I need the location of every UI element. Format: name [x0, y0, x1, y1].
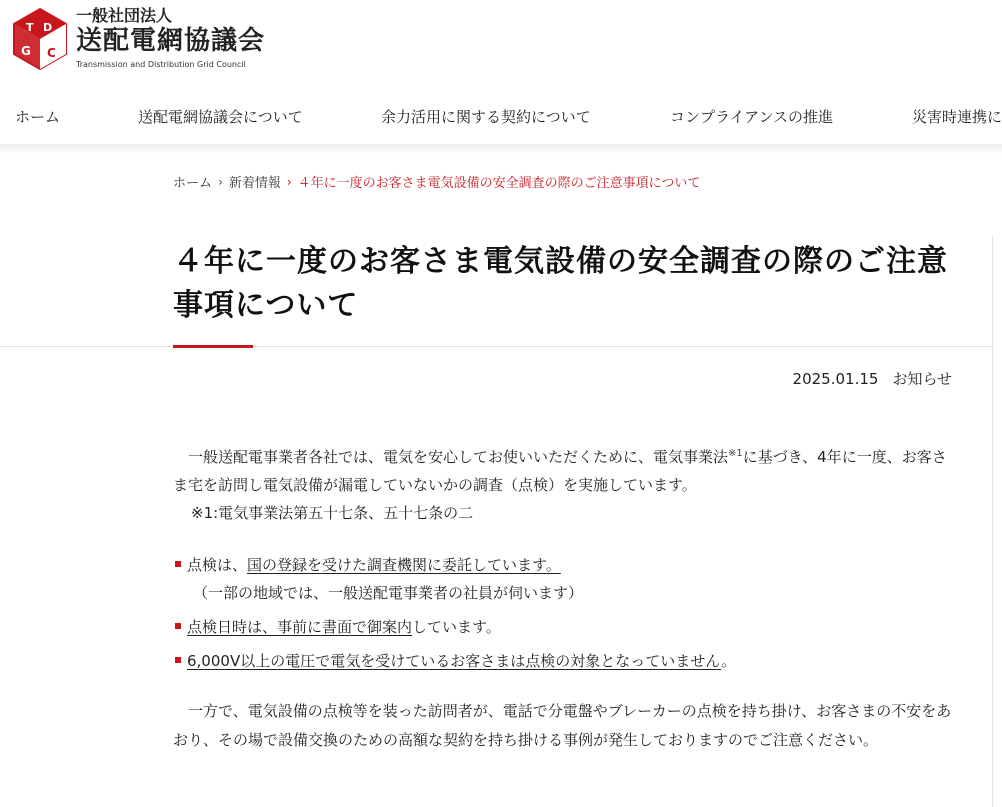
intro-paragraph — [173, 443, 953, 499]
nav-item-home[interactable]: ホーム — [15, 108, 61, 126]
article-body — [173, 443, 953, 755]
article-date: 2025.01.15 — [792, 370, 879, 388]
article-meta — [793, 368, 952, 389]
bullet3-text: 。 — [721, 652, 737, 670]
bullet2-text: しています。 — [412, 618, 501, 636]
bullet-list — [173, 551, 953, 675]
bullet2-underlined: 点検日時は、事前に書面で御案内 — [187, 618, 413, 636]
list-item — [173, 647, 953, 675]
logo-text — [76, 7, 265, 71]
breadcrumb-home[interactable]: ホーム — [173, 176, 213, 191]
site-logo[interactable] — [12, 7, 265, 71]
page-title: ４年に一度のお客さま電気設備の安全調査の際のご注意事項について — [173, 244, 948, 323]
bullet3-underlined: 6,000V以上の電圧で電気を受けているお客さまは点検の対象となっていません — [187, 652, 722, 670]
footnote-ref: ※1 — [728, 448, 743, 459]
bullet1-subtext: （一部の地域では、一般送配電事業者の社員が伺います） — [193, 584, 584, 602]
logo-subtitle: 一般社団法人 — [76, 6, 173, 25]
breadcrumb-current: ４年に一度のお客さま電気設備の安全調査の際のご注意事項について — [297, 176, 701, 191]
nav-item-compliance[interactable]: コンプライアンスの推進 — [670, 108, 834, 126]
nav-shadow — [0, 144, 1002, 154]
svg-text:D: D — [43, 21, 53, 34]
main-nav — [0, 92, 1002, 142]
breadcrumb — [173, 172, 700, 191]
nav-item-contract[interactable]: 余力活用に関する契約について — [381, 108, 591, 126]
warning-paragraph: 一方で、電気設備の点検等を装った訪問者が、電話で分電盤やブレーカーの点検を持ち掛け、お客さまの不安をあおり、その場で設備交換のための高額な契約を持ち掛ける事例が発生しておりますのでご注意ください。 — [173, 702, 952, 749]
article-category: お知らせ — [892, 370, 952, 388]
svg-text:C: C — [47, 46, 56, 60]
chevron-right-icon: › — [218, 174, 223, 189]
breadcrumb-news[interactable]: 新着情報 — [228, 176, 281, 191]
title-accent-bar — [173, 345, 253, 348]
chevron-right-icon: › — [286, 174, 292, 189]
list-item — [173, 551, 953, 607]
footnote: ※1:電気事業法第五十七条、五十七条の二 — [191, 504, 474, 522]
svg-text:T: T — [26, 21, 34, 34]
bullet1-text: 点検は、 — [187, 556, 248, 574]
list-item — [173, 613, 953, 641]
site-header — [0, 0, 1002, 150]
title-divider — [0, 346, 992, 347]
bullet1-underlined: 国の登録を受けた調査機関に委託しています。 — [247, 556, 561, 574]
logo-mark-icon — [12, 7, 68, 71]
intro-text-b: に基づき、4年に一度、お客さま宅を訪問し電気設備が漏電していないかの調査（点検）を実施しています。 — [173, 448, 947, 494]
logo-english: Transmission and Distribution Grid Council — [76, 60, 246, 69]
nav-item-about[interactable]: 送配電網協議会について — [138, 108, 303, 126]
content-border — [992, 236, 993, 807]
intro-text-a: 一般送配電事業者各社では、電気を安心してお使いいただくために、電気事業法 — [188, 448, 729, 466]
svg-text:G: G — [21, 44, 31, 58]
logo-title: 送配電網協議会 — [76, 26, 266, 56]
nav-item-disaster[interactable]: 災害時連携に — [912, 108, 1002, 126]
